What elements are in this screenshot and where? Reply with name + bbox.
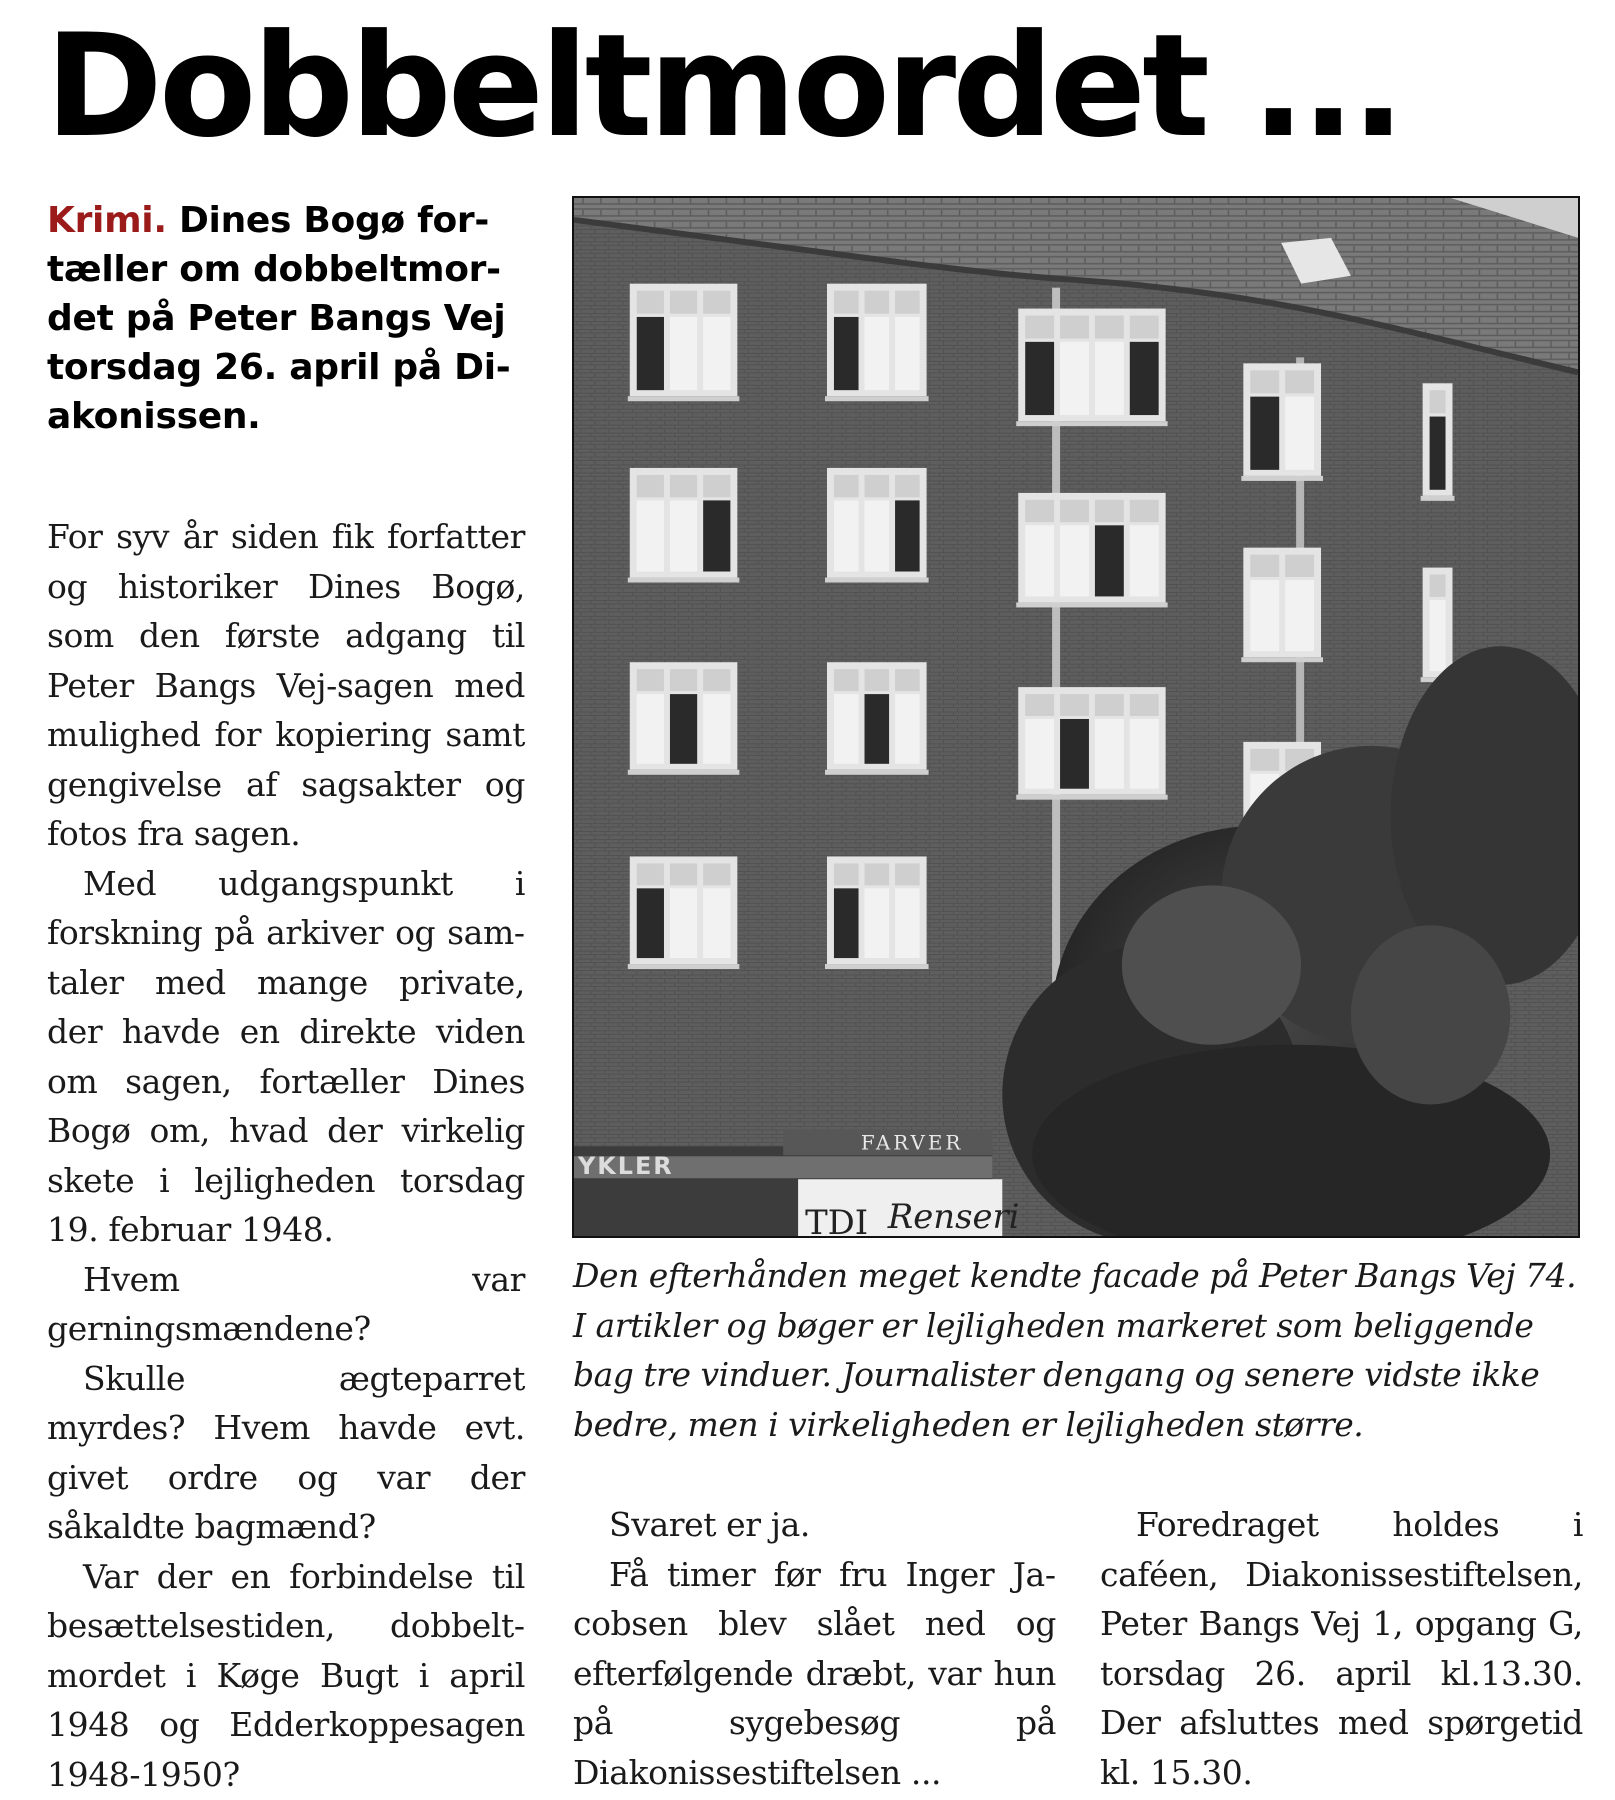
window-pane	[865, 888, 890, 958]
body-paragraph: Var der en forbindelse til besættelsestiden, dobbeltmordet i Køge Bugt i april 1948 og Edderkoppesagen 1948-1950?	[47, 1556, 525, 1794]
window-pane	[1130, 694, 1159, 716]
shop-sign-farver: FARVER	[860, 1131, 964, 1155]
window-pane	[703, 317, 730, 390]
window-pane	[1250, 370, 1279, 393]
article-column-3	[1100, 1500, 1583, 1797]
window-pane	[1060, 500, 1089, 522]
body-paragraph: Få timer før fru Inger Jacobsen blev slået ned og efterfølgende dræbt, var hun på sygebesøg på Diakonissestiftelsen ...	[573, 1554, 1056, 1792]
window-pane	[637, 669, 664, 691]
window-pane	[834, 694, 859, 764]
window-pane	[834, 888, 859, 958]
window-pane	[834, 317, 859, 390]
window-pane	[1285, 397, 1314, 470]
body-paragraph: Skulle ægteparret myrdes? Hvem havde evt. givet ordre og var der såkaldte bagmænd?	[47, 1358, 525, 1546]
window-pane	[1095, 500, 1124, 522]
window-sill	[628, 964, 740, 969]
window-pane	[637, 500, 664, 571]
window-sill	[825, 578, 929, 583]
window-pane	[1130, 316, 1159, 339]
window-pane	[865, 317, 890, 390]
window-pane	[703, 669, 730, 691]
window-pane	[1285, 370, 1314, 393]
window-pane	[1250, 749, 1279, 771]
window-pane	[670, 669, 697, 691]
article-column-1	[47, 512, 525, 1799]
window-pane	[703, 475, 730, 497]
window-pane	[1060, 342, 1089, 415]
window-pane	[1095, 316, 1124, 339]
window-pane	[703, 863, 730, 885]
window-sill	[628, 770, 740, 775]
window-pane	[1130, 525, 1159, 596]
window-sill	[1241, 476, 1323, 481]
window-pane	[670, 475, 697, 497]
window-pane	[865, 500, 890, 571]
window-pane	[895, 863, 920, 885]
body-paragraph: Foredraget holdes i caféen, Diakonissestiftelsen, Peter Bangs Vej 1, opgang G, torsdag 26. april kl.13.30. Der afsluttes med spørgetid kl. 15.30.	[1100, 1505, 1583, 1792]
window-sill	[1241, 657, 1323, 662]
window-pane	[865, 291, 890, 314]
window-pane	[895, 475, 920, 497]
window-pane	[1130, 719, 1159, 789]
window-pane	[1025, 342, 1054, 415]
window-pane	[834, 500, 859, 571]
shop-sign-renseri: Renseri	[887, 1197, 1020, 1236]
facade-illustration	[574, 198, 1578, 1236]
window-pane	[1060, 316, 1089, 339]
photo-caption: Den efterhånden meget kendte facade på Peter Bangs Vej 74. I artikler og bøger er lejligheden markeret som beliggende bag tre vinduer. Journalister dengang og senere vidste ikke bedre, men i virkeligheden er lejligheden større.	[573, 1256, 1577, 1444]
window-sill	[825, 770, 929, 775]
window-pane	[1130, 342, 1159, 415]
window-pane	[637, 317, 664, 390]
window-pane	[1060, 719, 1089, 789]
window-pane	[865, 669, 890, 691]
shop-sign-left: YKLER	[577, 1152, 674, 1181]
window-pane	[1060, 525, 1089, 596]
window-sill	[1016, 421, 1167, 426]
window-pane	[1430, 575, 1446, 597]
window-pane	[703, 291, 730, 314]
body-paragraph: Hvem var gerningsmændene?	[47, 1259, 525, 1348]
window-pane	[1025, 316, 1054, 339]
window-sill	[825, 964, 929, 969]
window-pane	[1285, 580, 1314, 651]
window-pane	[1095, 525, 1124, 596]
window-pane	[834, 475, 859, 497]
window-pane	[865, 863, 890, 885]
lead-text: Dines Bogø fortæller om dobbeltmordet på Peter Bangs Vej torsdag 26. april på Diakonissen.	[47, 200, 511, 437]
window-pane	[670, 888, 697, 958]
window-pane	[1285, 555, 1314, 577]
window-pane	[670, 291, 697, 314]
window-pane	[1430, 390, 1446, 413]
window-pane	[834, 669, 859, 691]
window-pane	[1250, 580, 1279, 651]
window-pane	[1095, 694, 1124, 716]
window-pane	[834, 863, 859, 885]
window-pane	[637, 863, 664, 885]
window-pane	[637, 694, 664, 764]
window-pane	[895, 500, 920, 571]
window-pane	[895, 669, 920, 691]
headline: Dobbeltmordet ...	[45, 4, 1402, 169]
window-pane	[895, 888, 920, 958]
lead-kicker: Krimi.	[47, 200, 167, 241]
window-pane	[834, 291, 859, 314]
window-pane	[1025, 694, 1054, 716]
window-sill	[825, 396, 929, 401]
body-paragraph: Svaret er ja.	[609, 1505, 810, 1544]
building-facade-photo	[572, 196, 1580, 1238]
window-pane	[895, 694, 920, 764]
window-pane	[895, 291, 920, 314]
window-pane	[670, 500, 697, 571]
window-pane	[703, 694, 730, 764]
window-pane	[1430, 417, 1446, 490]
window-pane	[865, 694, 890, 764]
window-pane	[670, 317, 697, 390]
window-pane	[1250, 397, 1279, 470]
window-pane	[670, 863, 697, 885]
article-column-2	[573, 1500, 1056, 1797]
window-pane	[1130, 500, 1159, 522]
window-pane	[1025, 525, 1054, 596]
window-sill	[1421, 496, 1455, 501]
shop-sign-tdi: TDI	[805, 1203, 869, 1236]
window-pane	[1250, 555, 1279, 577]
window-pane	[1060, 694, 1089, 716]
body-paragraph: Med udgangspunkt i forskning på arkiver og samtaler med mange private, der havde en direkte viden om sagen, fortæller Dines Bogø om, hvad der virkelig skete i lejligheden torsdag 19. februar 1948.	[47, 863, 525, 1249]
body-paragraph: For syv år siden fik forfatter og historiker Dines Bogø, som den første adgang til Peter Bangs Vej-sagen med mulighed for kopiering samt gengivelse af sagsakter og fotos fra sagen.	[47, 517, 525, 853]
window-pane	[637, 475, 664, 497]
window-pane	[703, 500, 730, 571]
window-sill	[628, 578, 740, 583]
lead-paragraph	[47, 196, 527, 441]
window-sill	[1016, 795, 1167, 800]
window-sill	[628, 396, 740, 401]
window-pane	[670, 694, 697, 764]
window-pane	[865, 475, 890, 497]
window-pane	[1095, 719, 1124, 789]
window-pane	[637, 888, 664, 958]
window-pane	[1025, 719, 1054, 789]
window-pane	[703, 888, 730, 958]
window-pane	[895, 317, 920, 390]
window-pane	[1430, 600, 1446, 671]
window-sill	[1016, 602, 1167, 607]
window-pane	[637, 291, 664, 314]
window-pane	[1025, 500, 1054, 522]
window-pane	[1095, 342, 1124, 415]
